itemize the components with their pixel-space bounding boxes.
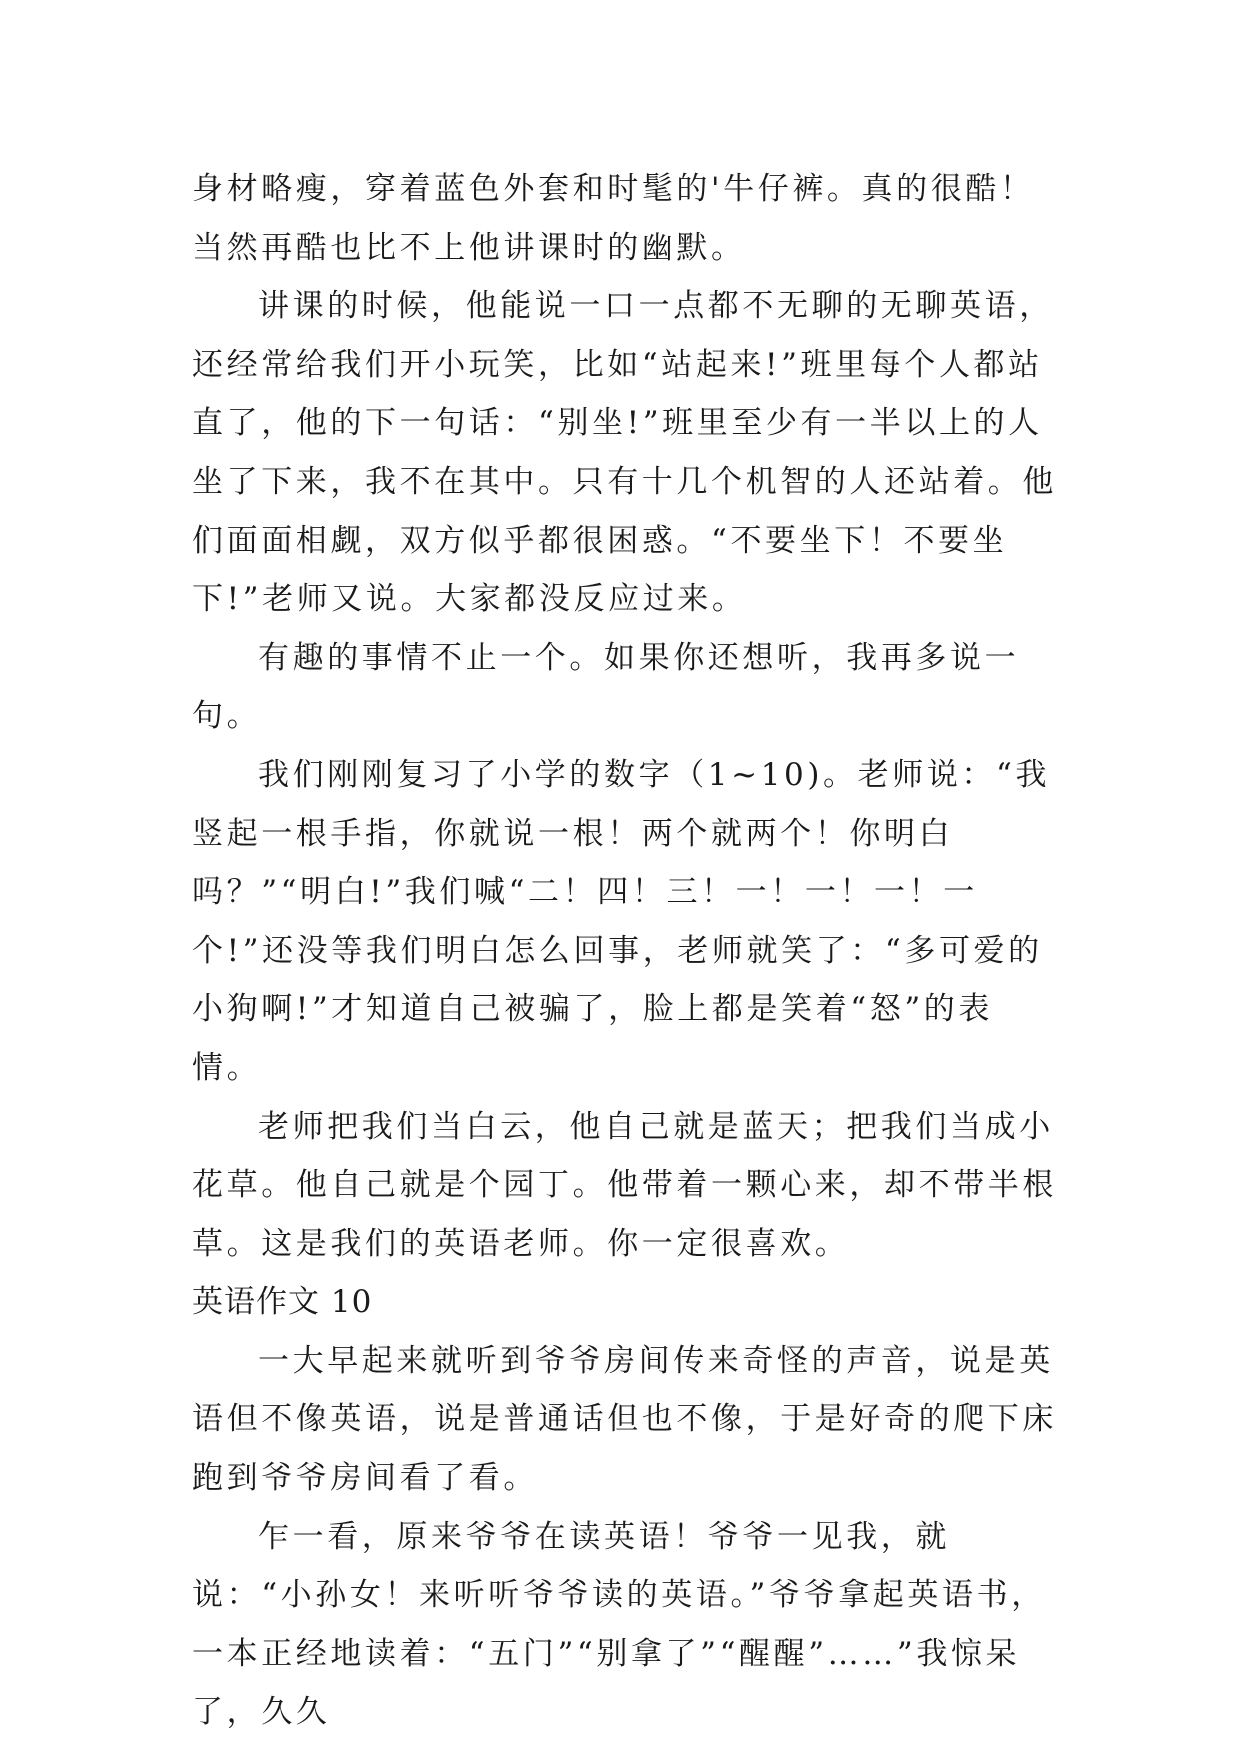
paragraph-2: 讲课的时候，他能说一口一点都不无聊的无聊英语，还经常给我们开小玩笑，比如“站起来!”班里每个人都站直了，他的下一句话：“别坐!”班里至少有一半以上的人坐了下来，我不在其中。只有十几个机智的人还站着。他们面面相觑，双方似乎都很困惑。“不要坐下！不要坐下!”老师又说。大家都没反应过来。	[192, 288, 1057, 618]
paragraph-5: 老师把我们当白云，他自己就是蓝天；把我们当成小花草。他自己就是个园丁。他带着一颗心来，却不带半根草。这是我们的英语老师。你一定很喜欢。	[192, 1108, 1057, 1262]
section-heading: 英语作文 10	[192, 1284, 373, 1321]
paragraph-6: 一大早起来就听到爷爷房间传来奇怪的声音，说是英语但不像英语，说是普通话但也不像，于是好奇的爬下床跑到爷爷房间看了看。	[192, 1342, 1057, 1497]
paragraph-7: 乍一看，原来爷爷在读英语！爷爷一见我，就说：“小孙女！来听听爷爷读的英语。”爷爷拿起英语书，一本正经地读着：“五门”“别拿了”“醒醒”……”我惊呆了，久久	[192, 1518, 1046, 1731]
paragraph-3: 有趣的事情不止一个。如果你还想听，我再多说一句。	[192, 639, 1020, 735]
paragraph-1: 身材略瘦，穿着蓝色外套和时髦的'牛仔裤。真的很酷！当然再酷也比不上他讲课时的幽默。	[192, 171, 1035, 266]
paragraph-4: 我们刚刚复习了小学的数字（1~10)。老师说：“我竖起一根手指，你就说一根！两个就两个！你明白吗？”“明白!”我们喊“二！四！三！一！一！一！一个!”还没等我们明白怎么回事，老师就笑了：“多可爱的小狗啊!”才知道自己被骗了，脸上都是笑着“怒”的表情。	[192, 756, 1051, 1086]
document-body	[192, 160, 1062, 1742]
